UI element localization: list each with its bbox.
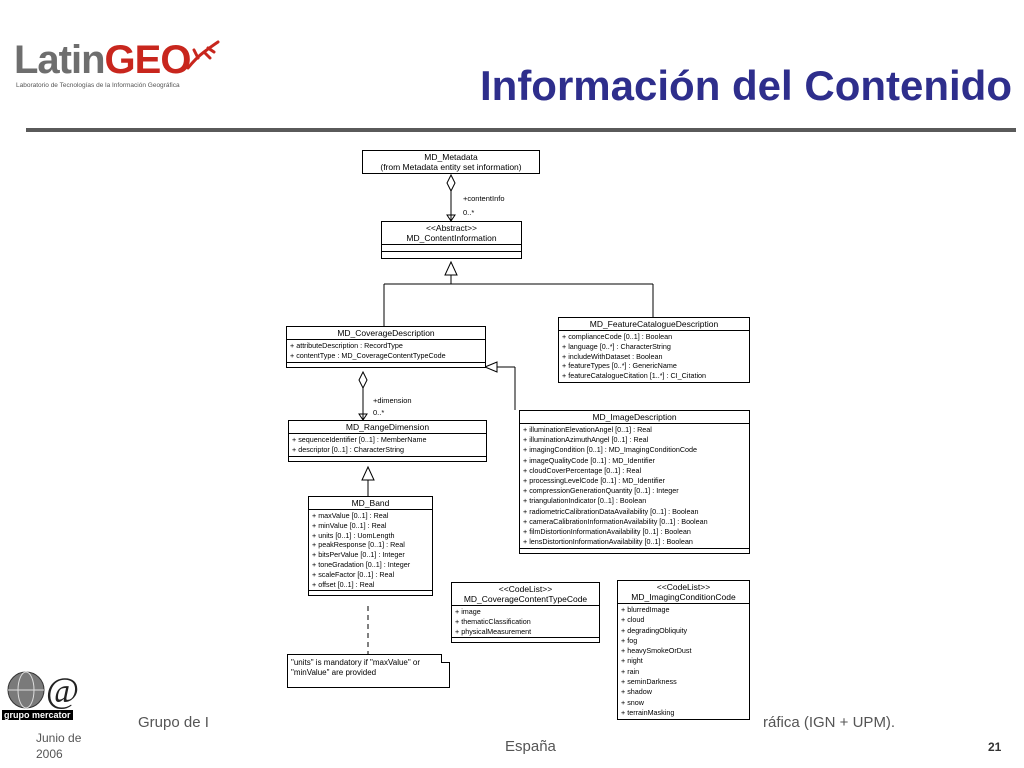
class-md-coveragecontenttypecode <box>451 582 600 643</box>
attribute: + processingLevelCode [0..1] : MD_Identifier <box>523 476 666 486</box>
attribute: + cameraCalibrationInformationAvailability [0..1] : Boolean <box>523 516 708 526</box>
attribute: + illuminationElevationAngel [0..1] : Real <box>523 425 652 434</box>
class-name: MD_FeatureCatalogueDescription <box>559 318 749 331</box>
page-number: 21 <box>988 740 1002 754</box>
partner-text: grupo mercator <box>4 710 71 720</box>
attribute: + imageQualityCode [0..1] : MD_Identifier <box>523 455 656 465</box>
class-md-rangedimension <box>288 420 487 462</box>
attribute: + filmDistortionInformationAvailability [0..1] : Boolean <box>523 527 691 537</box>
class-name: MD_Metadata <box>424 152 478 162</box>
footer-text-right: ráfica (IGN + UPM). <box>763 714 896 731</box>
attribute: + blurredImage <box>621 605 670 614</box>
slide-date: Junio de 2006 <box>36 731 82 761</box>
attribute: + imagingCondition [0..1] : MD_ImagingConditionCode <box>523 445 697 455</box>
class-name: MD_ImageDescription <box>520 411 749 424</box>
class-stereotype: <<Abstract>> <box>425 223 478 233</box>
class-md-contentinformation <box>381 221 522 259</box>
svg-text:@: @ <box>46 670 80 710</box>
attribute: + shadow <box>621 687 652 697</box>
partner-name <box>2 710 73 720</box>
attribute: + rain <box>621 666 640 676</box>
dimension-role-label: +dimension <box>373 396 412 405</box>
logo-word-latin: Latin <box>14 38 105 82</box>
constraint-note <box>287 654 450 688</box>
dimension-multiplicity: 0..* <box>373 408 385 417</box>
class-md-imagingconditioncode <box>617 580 750 720</box>
attribute: + fog <box>621 635 638 645</box>
class-name: MD_CoverageContentTypeCode <box>463 594 588 604</box>
attribute: + featureCatalogueCitation [1..*] : CI_Citation <box>562 371 707 381</box>
class-name: MD_ContentInformation <box>406 233 497 243</box>
class-md-imagedescription <box>519 410 750 554</box>
attribute: + image <box>455 607 481 616</box>
footer-text-left: Grupo de I <box>138 714 209 731</box>
attribute: + includeWithDataset : Boolean <box>562 351 663 361</box>
class-name: MD_ImagingConditionCode <box>631 592 736 602</box>
globe-icon <box>4 668 94 710</box>
attribute: + night <box>621 656 643 666</box>
slide-title: Información del Contenido <box>480 62 1012 109</box>
attribute: + bitsPerValue [0..1] : Integer <box>312 550 405 560</box>
class-origin: (from Metadata entity set information) <box>380 162 522 172</box>
class-stereotype: <<CodeList>> <box>498 584 553 594</box>
class-md-band <box>308 496 433 596</box>
attribute: + cloud <box>621 615 645 625</box>
contentinfo-role-label: +contentInfo <box>463 194 505 203</box>
contentinfo-multiplicity: 0..* <box>463 208 475 217</box>
attribute: + maxValue [0..1] : Real <box>312 511 389 520</box>
attribute: + thematicClassification <box>455 616 531 626</box>
attribute: + featureTypes [0..*] : GenericName <box>562 361 677 371</box>
attribute: + lensDistortionInformationAvailability [0..1] : Boolean <box>523 537 693 547</box>
class-md-featurecataloguedescription <box>558 317 750 383</box>
attribute: + scaleFactor [0..1] : Real <box>312 569 395 579</box>
attribute: + toneGradation [0..1] : Integer <box>312 559 411 569</box>
attribute: + language [0..*] : CharacterString <box>562 341 671 351</box>
class-name: MD_Band <box>309 497 432 510</box>
logo-word-geo: GEO <box>104 38 191 82</box>
attribute: + complianceCode [0..1] : Boolean <box>562 332 673 341</box>
attribute: + physicalMeasurement <box>455 626 532 636</box>
attribute: + triangulationIndicator [0..1] : Boolean <box>523 496 647 506</box>
attribute: + illuminationAzimuthAngel [0..1] : Real <box>523 435 649 445</box>
logo-subtitle: Laboratorio de Tecnologías de la Información Geográfica <box>16 82 180 89</box>
footer-text-center: España <box>505 738 556 755</box>
attribute: + snow <box>621 697 644 707</box>
attribute: + radiometricCalibrationDataAvailability [0..1] : Boolean <box>523 506 699 516</box>
attribute: + seminDarkness <box>621 677 677 687</box>
attribute: + units [0..1] : UomLength <box>312 530 395 540</box>
class-name: MD_CoverageDescription <box>287 327 485 340</box>
attribute: + minValue [0..1] : Real <box>312 520 387 530</box>
class-md-metadata <box>362 150 540 174</box>
attribute: + attributeDescription : RecordType <box>290 341 403 350</box>
attribute: + heavySmokeOrDust <box>621 646 692 656</box>
grupo-mercator-logo <box>0 666 96 724</box>
attribute: + offset [0..1] : Real <box>312 579 375 589</box>
attribute: + descriptor [0..1] : CharacterString <box>292 444 405 454</box>
class-md-coveragedescription <box>286 326 486 368</box>
attribute: + contentType : MD_CoverageContentTypeCode <box>290 350 446 360</box>
attribute: + cloudCoverPercentage [0..1] : Real <box>523 465 642 475</box>
attribute: + peakResponse [0..1] : Real <box>312 540 405 550</box>
attribute: + compressionGenerationQuantity [0..1] : Integer <box>523 486 679 496</box>
note-fold <box>441 654 450 663</box>
class-name: MD_RangeDimension <box>289 421 486 434</box>
class-stereotype: <<CodeList>> <box>656 582 711 592</box>
attribute: + terrainMasking <box>621 707 675 717</box>
note-text: "units" is mandatory if "maxValue" or "minValue" are provided <box>291 658 421 677</box>
attribute: + degradingObliquity <box>621 625 688 635</box>
attribute: + sequenceIdentifier [0..1] : MemberName <box>292 435 427 444</box>
